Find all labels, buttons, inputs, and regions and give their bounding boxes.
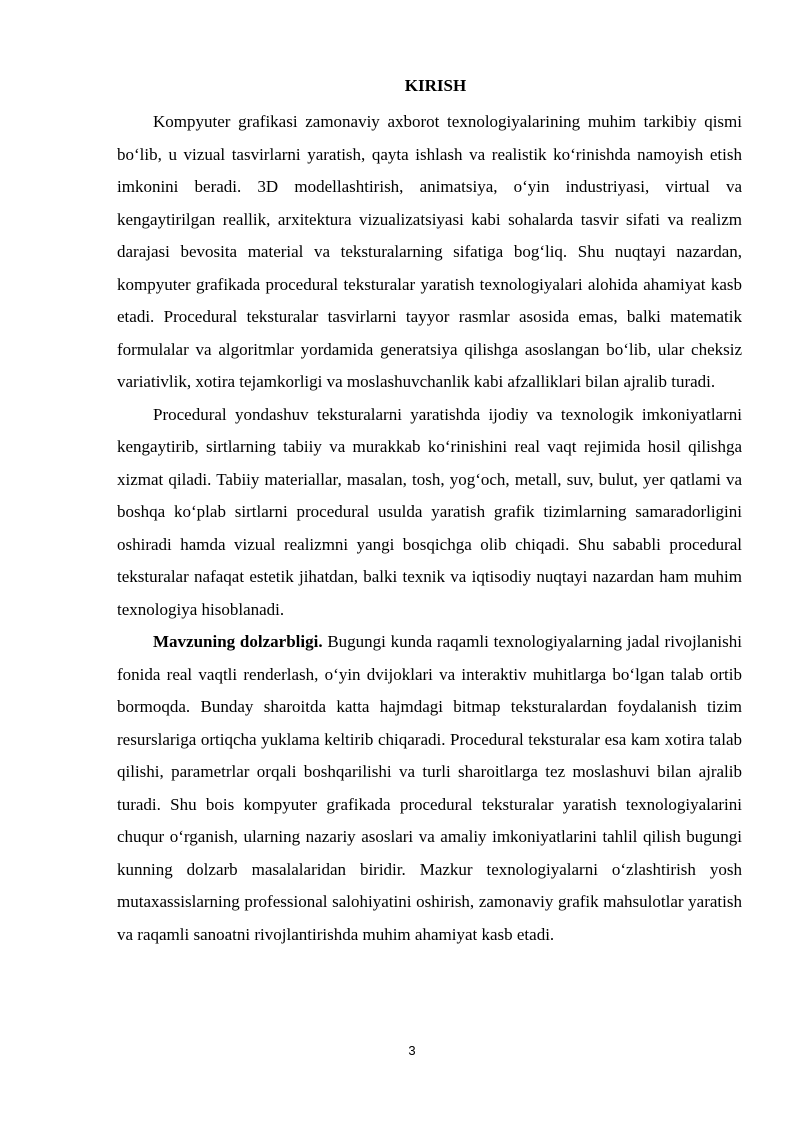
paragraph-text: Kompyuter grafikasi zamonaviy axborot texnologiyalarining muhim tarkibiy qismi bo‘lib, u vizual tasvirlarni yaratish, qayta ishlash va realistik ko‘rinishda namoyish etish imkonini beradi. 3D modellashtirish, animatsiya, o‘yin industriyasi, virtual va kengaytirilgan reallik, arxitektura vizualizatsiyasi kabi sohalarda tasvir sifati va realizm darajasi bevosita material va teksturalarning sifatiga bog‘liq. Shu nuqtayi nazardan, kompyuter grafikada procedural teksturalar yaratish texnologiyalari alohida ahamiyat kasb etadi. Procedural teksturalar tasvirlarni tayyor rasmlar asosida emas, balki matematik formulalar va algoritmlar yordamida generatsiya qilishga asoslangan bo‘lib, ular cheksiz variativlik, xotira tejamkorligi va moslashuvchanlik kabi afzalliklari bilan ajralib turadi.: [117, 112, 742, 391]
paragraph-lead: Mavzuning dolzarbligi.: [153, 632, 323, 651]
paragraph-text: Procedural yondashuv teksturalarni yaratishda ijodiy va texnologik imkoniyatlarni kengaytirib, sirtlarning tabiiy va murakkab ko‘rinishini real vaqt rejimida hosil qilishga xizmat qiladi. Tabiiy materiallar, masalan, tosh, yog‘och, metall, suv, bulut, yer qatlami va boshqa ko‘plab sirtlarni procedural usulda yaratish grafik tizimlarning samaradorligini oshiradi hamda vizual realizmni yangi bosqichga olib chiqadi. Shu sababli procedural teksturalar nafaqat estetik jihatdan, balki texnik va iqtisodiy nuqtayi nazardan ham muhim texnologiya hisoblanadi.: [117, 404, 742, 619]
paragraph-text: Bugungi kunda raqamli texnologiyalarning jadal rivojlanishi fonida real vaqtli renderlash, o‘yin dvijoklari va interaktiv muhitlarga bo‘lgan talab ortib bormoqda. Bunday sharoitda katta hajmdagi bitmap teksturalardan foydalanish tizim resurslariga ortiqcha yuklama keltirib chiqaradi. Procedural teksturalar esa kam xotira talab qilishi, parametrlar orqali boshqarilishi va turli sharoitlarga tez moslashuvi bilan ajralib turadi. Shu bois kompyuter grafikada procedural teksturalar yaratish texnologiyalarini chuqur o‘rganish, ularning nazariy asoslari va amaliy imkoniyatlarini tahlil qilish bugungi kunning dolzarb masalalaridan biridir. Mazkur texnologiyalarni o‘zlashtirish yosh mutaxassislarning professional salohiyatini oshirish, zamonaviy grafik mahsulotlar yaratish va raqamli sanoatni rivojlantirishda muhim ahamiyat kasb etadi.: [117, 632, 742, 944]
page-number: 3: [408, 1043, 416, 1058]
page-content: [117, 74, 742, 951]
paragraph-relevance: [117, 626, 742, 951]
paragraph-intro: [117, 106, 742, 399]
paragraph-procedural-approach: [117, 399, 742, 627]
section-heading: KIRISH: [404, 76, 467, 95]
